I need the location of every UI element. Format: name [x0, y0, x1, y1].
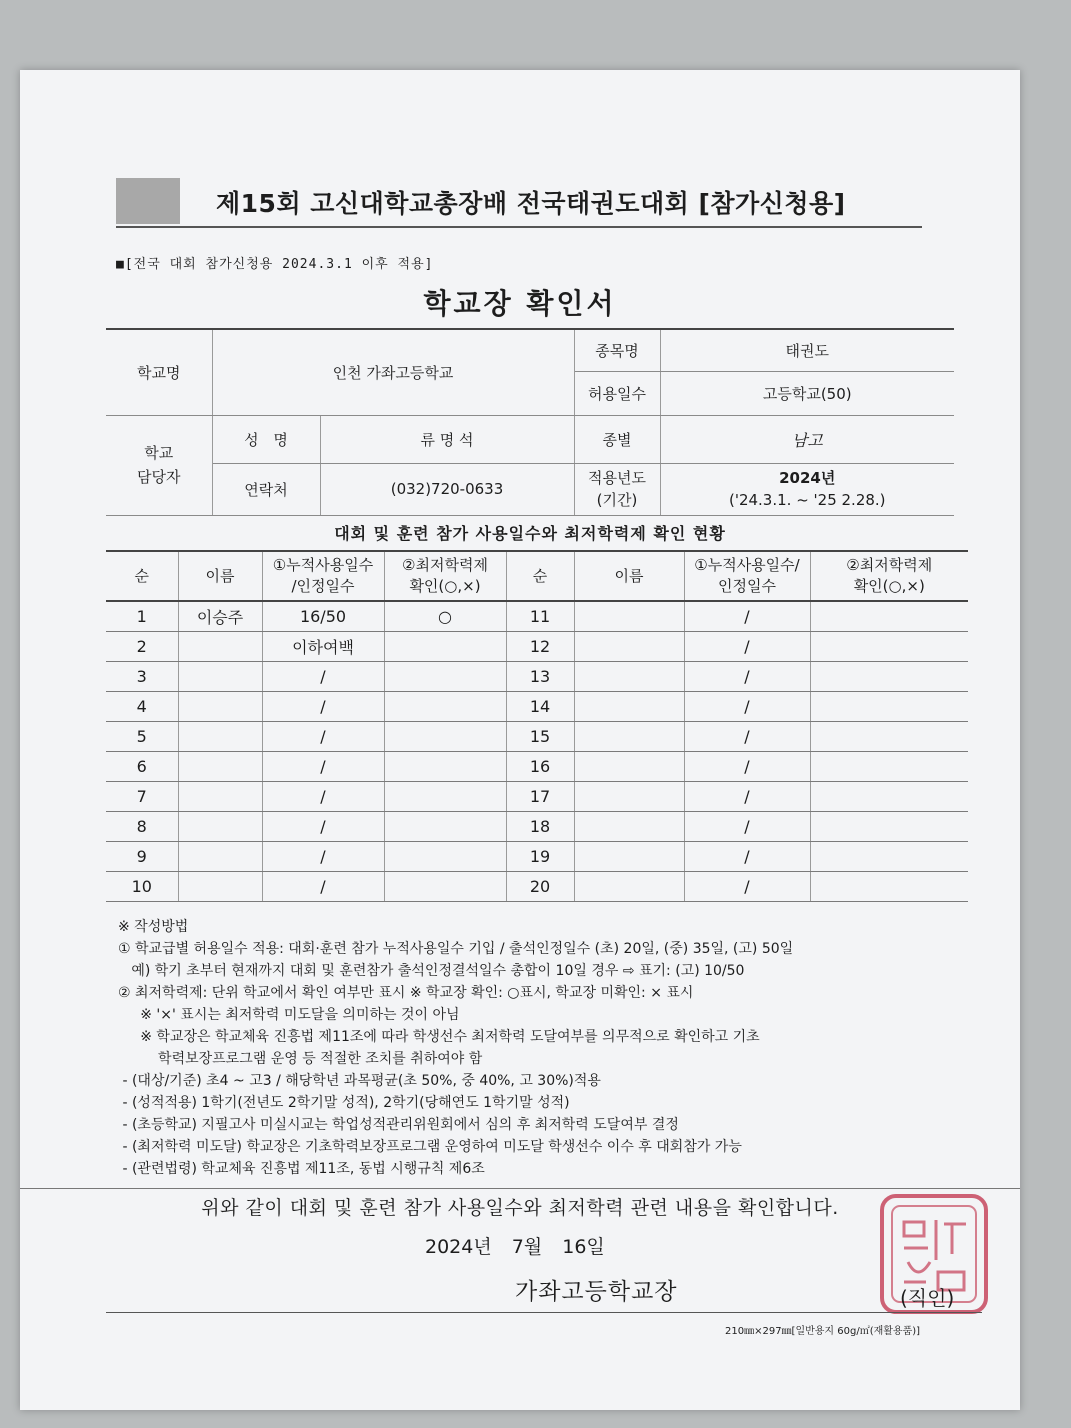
- note-line: 학력보장프로그램 운영 등 적절한 조치를 취하여야 함: [118, 1051, 483, 1067]
- row-days-2: /: [684, 871, 810, 901]
- row-check: [384, 691, 506, 721]
- row-no: 10: [106, 871, 178, 901]
- row-days: /: [262, 751, 384, 781]
- row-no-2: 13: [506, 661, 574, 691]
- row-no-2: 16: [506, 751, 574, 781]
- row-check: [384, 841, 506, 871]
- row-days: /: [262, 721, 384, 751]
- note-line: ① 학교급별 허용일수 적용: 대회·훈련 참가 누적사용일수 기입 / 출석인정일수 (초) 20일, (중) 35일, (고) 50일: [118, 941, 794, 957]
- row-name-2: [574, 721, 684, 751]
- row-no: 6: [106, 751, 178, 781]
- document-title: 학교장 확인서: [423, 287, 617, 320]
- apply-note: ■[전국 대회 참가신청용 2024.3.1 이후 적용]: [116, 257, 434, 272]
- table-row: [106, 661, 968, 691]
- note-line: 예) 학기 초부터 현재까지 대회 및 훈련참가 출석인정결석일수 총합이 10일 경우 ⇨ 표기: (고) 10/50: [118, 963, 745, 979]
- row-no: 1: [106, 601, 178, 631]
- note-line: ※ 학교장은 학교체육 진흥법 제11조에 따라 학생선수 최저학력 도달여부를 의무적으로 확인하고 기초: [118, 1029, 760, 1045]
- row-no: 3: [106, 661, 178, 691]
- row-no: 8: [106, 811, 178, 841]
- row-days: 16/50: [262, 601, 384, 631]
- name-label: 성 명: [212, 415, 320, 463]
- row-check-2: [810, 811, 968, 841]
- row-name: [178, 841, 262, 871]
- issue-date: 2024년 7월 16일: [425, 1236, 605, 1258]
- col-check-line1: ②최저학력제: [402, 556, 488, 574]
- col-name: 이름: [178, 551, 262, 601]
- row-check: [384, 721, 506, 751]
- row-days-2: /: [684, 841, 810, 871]
- manager-label: 학교 담당자: [106, 415, 212, 515]
- school-info-table: [106, 328, 954, 516]
- row-days-2: /: [684, 601, 810, 631]
- row-name-2: [574, 841, 684, 871]
- row-check: [384, 871, 506, 901]
- row-check-2: [810, 781, 968, 811]
- row-no-2: 19: [506, 841, 574, 871]
- row-name-2: [574, 601, 684, 631]
- row-days: /: [262, 661, 384, 691]
- row-name-2: [574, 631, 684, 661]
- table-row: [106, 781, 968, 811]
- row-name-2: [574, 781, 684, 811]
- row-check: [384, 661, 506, 691]
- row-no: 2: [106, 631, 178, 661]
- category-value: 남고: [660, 415, 954, 463]
- row-days-2: /: [684, 811, 810, 841]
- row-name: [178, 631, 262, 661]
- row-days-2: /: [684, 661, 810, 691]
- row-check: [384, 631, 506, 661]
- row-no-2: 14: [506, 691, 574, 721]
- row-no-2: 11: [506, 601, 574, 631]
- row-days-2: /: [684, 781, 810, 811]
- school-name: 인천 가좌고등학교: [212, 329, 574, 415]
- note-line: ※ 작성방법: [118, 919, 189, 935]
- row-name-2: [574, 751, 684, 781]
- table-row: [106, 631, 968, 661]
- note-line: ② 최저학력제: 단위 학교에서 확인 여부만 표시 ※ 학교장 확인: ○표시, 학교장 미확인: × 표시: [118, 985, 694, 1001]
- row-no: 9: [106, 841, 178, 871]
- year-value: 2024년: [779, 469, 836, 487]
- row-name: [178, 781, 262, 811]
- table-row: [106, 601, 968, 631]
- event-label: 종목명: [574, 329, 660, 371]
- row-check-2: [810, 661, 968, 691]
- row-name: [178, 661, 262, 691]
- row-no: 7: [106, 781, 178, 811]
- contact-label: 연락처: [212, 463, 320, 515]
- participation-table: [106, 550, 968, 902]
- row-check-2: [810, 871, 968, 901]
- row-name: [178, 721, 262, 751]
- principal-signature-line: 가좌고등학교장: [515, 1279, 678, 1305]
- row-no-2: 18: [506, 811, 574, 841]
- row-name-2: [574, 871, 684, 901]
- row-check: ○: [384, 601, 506, 631]
- table-row: [106, 871, 968, 901]
- row-no-2: 12: [506, 631, 574, 661]
- year-label: 적용년도: [588, 469, 646, 487]
- row-name-2: [574, 661, 684, 691]
- row-no: 4: [106, 691, 178, 721]
- row-check-2: [810, 601, 968, 631]
- table-row: [106, 751, 968, 781]
- row-no-2: 17: [506, 781, 574, 811]
- row-check-2: [810, 841, 968, 871]
- row-days: /: [262, 781, 384, 811]
- note-line: - (관련법령) 학교체육 진흥법 제11조, 동법 시행규칙 제6조: [118, 1161, 485, 1177]
- row-check: [384, 751, 506, 781]
- row-days: /: [262, 871, 384, 901]
- allowed-days-label: 허용일수: [574, 371, 660, 415]
- col-check2-line2: 확인(○,×): [853, 577, 925, 595]
- row-no-2: 20: [506, 871, 574, 901]
- note-line: - (초등학교) 지필고사 미실시교는 학업성적관리위원회에서 심의 후 최저학력 도달여부 결정: [118, 1117, 679, 1133]
- period-value: ('24.3.1. ~ '25 2.28.): [728, 491, 886, 509]
- row-check-2: [810, 631, 968, 661]
- row-check-2: [810, 691, 968, 721]
- row-name: [178, 751, 262, 781]
- col-days2-line1: ①누적사용일수/: [694, 556, 800, 574]
- row-days: 이하여백: [262, 631, 384, 661]
- row-days-2: /: [684, 691, 810, 721]
- row-name: [178, 811, 262, 841]
- note-line: - (대상/기준) 초4 ~ 고3 / 해당학년 과목평균(초 50%, 중 40%, 고 30%)적용: [118, 1073, 601, 1089]
- col-check-line2: 확인(○,×): [409, 577, 481, 595]
- row-name: [178, 691, 262, 721]
- row-days-2: /: [684, 631, 810, 661]
- row-check-2: [810, 721, 968, 751]
- writing-instructions: [118, 916, 998, 1180]
- row-name: [178, 871, 262, 901]
- col-no-2: 순: [506, 551, 574, 601]
- row-check-2: [810, 751, 968, 781]
- category-label: 종별: [574, 415, 660, 463]
- row-days: /: [262, 841, 384, 871]
- manager-name: 류 명 석: [320, 415, 574, 463]
- seal-label: (직인): [900, 1286, 955, 1310]
- col-name-2: 이름: [574, 551, 684, 601]
- col-check2-line1: ②최저학력제: [846, 556, 933, 574]
- row-days: /: [262, 811, 384, 841]
- title-gray-block: [116, 178, 180, 224]
- row-name-2: [574, 811, 684, 841]
- row-check: [384, 781, 506, 811]
- event-value: 태권도: [660, 329, 954, 371]
- footer-divider: [106, 1312, 982, 1313]
- row-name: 이승주: [178, 601, 262, 631]
- school-label: 학교명: [106, 329, 212, 415]
- col-days-line2: /인정일수: [291, 577, 355, 595]
- col-days2-line2: 인정일수: [718, 577, 776, 595]
- event-title: 제15회 고신대학교총장배 전국태권도대회 [참가신청용]: [216, 189, 846, 218]
- note-line: - (성적적용) 1학기(전년도 2학기말 성적), 2학기(당해연도 1학기말 성적): [118, 1095, 570, 1111]
- section-title: 대회 및 훈련 참가 사용일수와 최저학력제 확인 현황: [334, 524, 726, 543]
- allowed-days-value: 고등학교(50): [660, 371, 954, 415]
- document-page: [20, 70, 1020, 1410]
- row-check: [384, 811, 506, 841]
- row-no: 5: [106, 721, 178, 751]
- note-line: ※ '×' 표시는 최저학력 미도달을 의미하는 것이 아님: [118, 1007, 460, 1023]
- row-no-2: 15: [506, 721, 574, 751]
- table-row: [106, 691, 968, 721]
- row-name-2: [574, 691, 684, 721]
- col-no: 순: [106, 551, 178, 601]
- table-row: [106, 811, 968, 841]
- note-line: - (최저학력 미도달) 학교장은 기초학력보장프로그램 운영하여 미도달 학생선수 이수 후 대회참가 가능: [118, 1139, 742, 1155]
- row-days: /: [262, 691, 384, 721]
- confirmation-statement: 위와 같이 대회 및 훈련 참가 사용일수와 최저학력 관련 내용을 확인합니다.: [20, 1188, 1020, 1220]
- table-row: [106, 841, 968, 871]
- paper-spec: 210㎜×297㎜[일반용지 60g/㎡(재활용품)]: [725, 1326, 921, 1337]
- col-days-line1: ①누적사용일수: [272, 556, 374, 574]
- row-days-2: /: [684, 721, 810, 751]
- row-days-2: /: [684, 751, 810, 781]
- period-label: (기간): [596, 491, 638, 509]
- table-row: [106, 721, 968, 751]
- contact-value: (032)720-0633: [320, 463, 574, 515]
- title-bar: [116, 178, 922, 228]
